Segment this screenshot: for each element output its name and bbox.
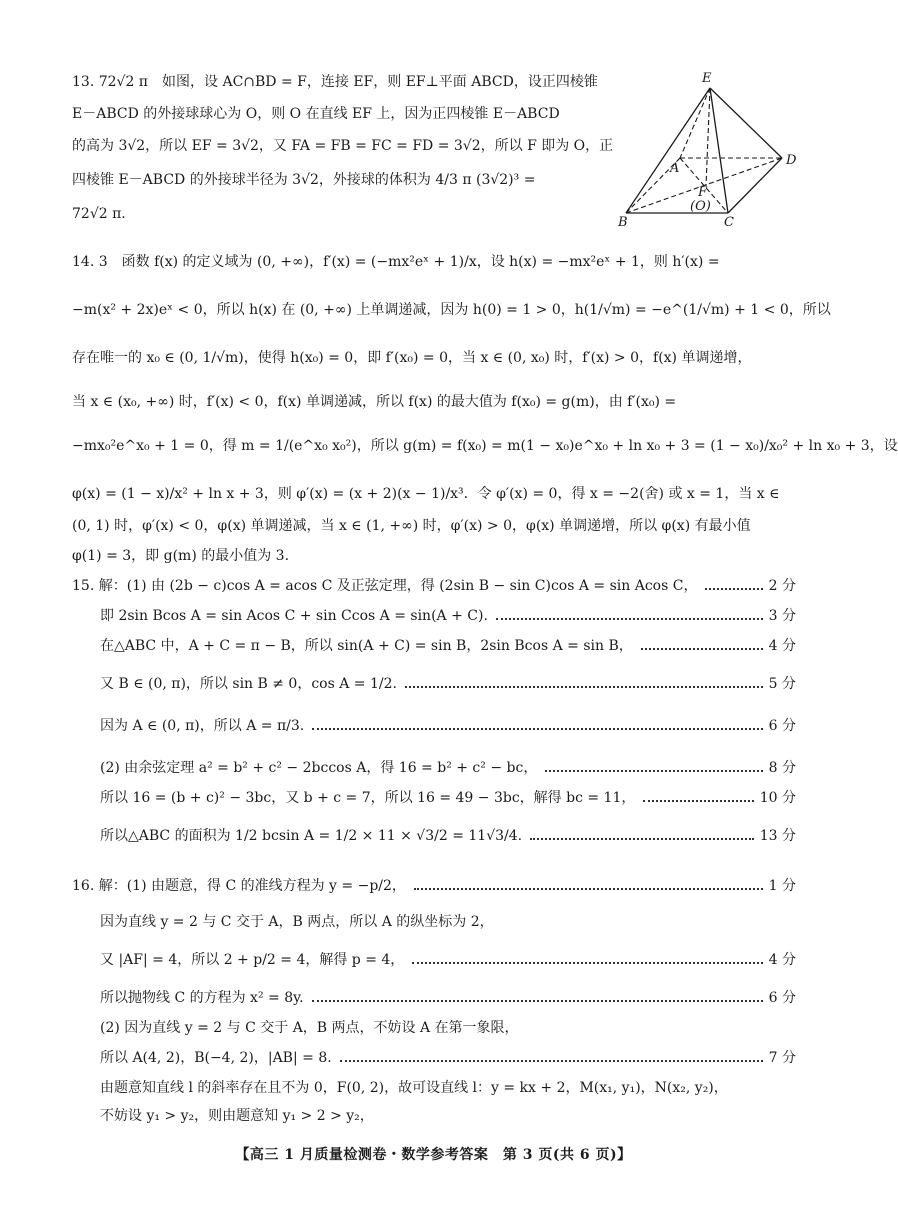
label-o: (O) — [690, 199, 711, 214]
pyramid-figure — [618, 68, 808, 228]
leader-dots — [412, 962, 762, 964]
leader-dots — [312, 728, 762, 730]
label-f: F — [698, 185, 708, 200]
p14-line-3: 存在唯一的 x₀ ∈ (0, 1/√m)，使得 h(x₀) = 0，即 f′(x₀) = 0，当 x ∈ (0, x₀) 时，f′(x) > 0，f(x) 单调递增， — [72, 350, 752, 366]
p15-line-4-score: 5 分 — [768, 676, 796, 692]
label-c: C — [724, 215, 734, 230]
p16-line-5: (2) 因为直线 y = 2 与 C 交于 A，B 两点，不妨设 A 在第一象限， — [100, 1020, 519, 1036]
p15-line-4 — [100, 674, 796, 694]
p16-line-4-text: 所以抛物线 C 的方程为 x² = 8y. — [100, 990, 304, 1006]
p15-line-5 — [100, 716, 796, 736]
p15-line-6-score: 8 分 — [768, 760, 796, 776]
p14-line-6: φ(x) = (1 − x)/x² + ln x + 3，则 φ′(x) = (x + 2)(x − 1)/x³．令 φ′(x) = 0，得 x = −2(舍) 或 x = 1，当 x ∈ — [72, 486, 780, 502]
p15-line-8 — [100, 826, 796, 846]
p16-line-6 — [100, 1048, 796, 1068]
p15-line-1-text: 15. 解：(1) 由 (2b − c)cos A = acos C 及正弦定理，得 (2sin B − sin C)cos A = sin Acos C， — [72, 578, 698, 594]
label-e: E — [702, 71, 712, 86]
p16-line-1 — [72, 876, 796, 896]
p16-line-6-text: 所以 A(4, 2)，B(−4, 2)，|AB| = 8. — [100, 1050, 332, 1066]
p14-line-7: (0, 1) 时，φ′(x) < 0，φ(x) 单调递减，当 x ∈ (1, +∞) 时，φ′(x) > 0，φ(x) 单调递增，所以 φ(x) 有最小值 — [72, 518, 751, 534]
label-a: A — [670, 161, 680, 176]
p13-line-5: 72√2 π. — [72, 206, 126, 222]
leader-dots — [643, 800, 753, 802]
p16-line-1-text: 16. 解：(1) 由题意，得 C 的准线方程为 y = −p/2， — [72, 878, 406, 894]
p14-line-8: φ(1) = 3，即 g(m) 的最小值为 3. — [72, 548, 290, 564]
p16-line-2: 因为直线 y = 2 与 C 交于 A，B 两点，所以 A 的纵坐标为 2， — [100, 914, 494, 930]
p15-line-4-text: 又 B ∈ (0, π)，所以 sin B ≠ 0，cos A = 1/2. — [100, 676, 397, 692]
p16-line-3 — [100, 950, 796, 970]
p15-line-2-score: 3 分 — [768, 608, 796, 624]
p16-line-6-score: 7 分 — [768, 1050, 796, 1066]
p14-line-1: 14. 3 函数 f(x) 的定义域为 (0, +∞)，f′(x) = (−mx²eˣ + 1)/x，设 h(x) = −mx²eˣ + 1，则 h′(x) = — [72, 254, 720, 270]
p15-line-2 — [100, 606, 796, 626]
label-d: D — [786, 153, 797, 168]
p13-line-1: 13. 72√2 π 如图，设 AC∩BD = F，连接 EF，则 EF⊥平面 ABCD，设正四棱锥 — [72, 74, 598, 90]
leader-dots — [496, 618, 763, 620]
p15-line-7 — [100, 788, 796, 808]
p14-line-2: −m(x² + 2x)eˣ < 0，所以 h(x) 在 (0, +∞) 上单调递减，因为 h(0) = 1 > 0，h(1/√m) = −e^(1/√m) + 1 < 0，所以 — [72, 302, 831, 318]
leader-dots — [312, 1000, 763, 1002]
p15-line-8-text: 所以△ABC 的面积为 1/2 bcsin A = 1/2 × 11 × √3/2 = 11√3/4. — [100, 828, 523, 844]
p15-line-7-score: 10 分 — [759, 790, 796, 806]
p14-line-5: −mx₀²e^x₀ + 1 = 0，得 m = 1/(e^x₀ x₀²)，所以 g(m) = f(x₀) = m(1 − x₀)e^x₀ + ln x₀ + 3 = (1 − x₀)/x₀² + ln x₀ + 3，设 — [72, 438, 898, 454]
p13-line-2: E－ABCD 的外接球球心为 O，则 O 在直线 EF 上，因为正四棱锥 E－ABCD — [72, 106, 560, 122]
p16-line-3-score: 4 分 — [768, 952, 796, 968]
leader-dots — [705, 588, 762, 590]
p16-line-8: 不妨设 y₁ > y₂，则由题意知 y₁ > 2 > y₂， — [100, 1108, 374, 1124]
p15-line-6-text: (2) 由余弦定理 a² = b² + c² − 2bccos A，得 16 = b² + c² − bc， — [100, 760, 538, 776]
p13-line-3: 的高为 3√2，所以 EF = 3√2，又 FA = FB = FC = FD = 3√2，所以 F 即为 O，正 — [72, 138, 614, 154]
p15-line-5-text: 因为 A ∈ (0, π)，所以 A = π/3. — [100, 718, 305, 734]
label-b: B — [618, 215, 628, 230]
p16-line-7: 由题意知直线 l 的斜率存在且不为 0，F(0, 2)，故可设直线 l：y = kx + 2，M(x₁, y₁)，N(x₂, y₂)， — [100, 1080, 728, 1096]
p15-line-2-text: 即 2sin Bcos A = sin Acos C + sin Ccos A = sin(A + C). — [100, 608, 488, 624]
p15-line-7-text: 所以 16 = (b + c)² − 3bc，又 b + c = 7，所以 16 = 49 − 3bc，解得 bc = 11， — [100, 790, 636, 806]
p15-line-5-score: 6 分 — [768, 718, 796, 734]
page-footer: 【高三 1 月质量检测卷・数学参考答案 第 3 页(共 6 页)】 — [235, 1147, 632, 1163]
leader-dots — [545, 770, 762, 772]
p15-line-6 — [100, 758, 796, 778]
leader-dots — [340, 1060, 763, 1062]
p16-line-3-text: 又 |AF| = 4，所以 2 + p/2 = 4，解得 p = 4， — [100, 952, 405, 968]
p15-line-1 — [72, 576, 796, 596]
p15-line-1-score: 2 分 — [768, 578, 796, 594]
leader-dots — [530, 838, 754, 840]
p13-line-4: 四棱锥 E－ABCD 的外接球半径为 3√2，外接球的体积为 4/3 π (3√2)³ = — [72, 172, 536, 188]
p15-line-3-score: 4 分 — [768, 638, 796, 654]
p15-line-3 — [100, 636, 796, 656]
p16-line-1-score: 1 分 — [768, 878, 796, 894]
p14-line-4: 当 x ∈ (x₀, +∞) 时，f′(x) < 0，f(x) 单调递减，所以 f(x) 的最大值为 f(x₀) = g(m)，由 f′(x₀) = — [72, 394, 677, 410]
p15-line-8-score: 13 分 — [759, 828, 796, 844]
leader-dots — [641, 648, 763, 650]
leader-dots — [414, 888, 763, 890]
p15-line-3-text: 在△ABC 中，A + C = π − B，所以 sin(A + C) = sin B，2sin Bcos A = sin B， — [100, 638, 633, 654]
p16-line-4 — [100, 988, 796, 1008]
leader-dots — [405, 686, 763, 688]
p16-line-4-score: 6 分 — [768, 990, 796, 1006]
